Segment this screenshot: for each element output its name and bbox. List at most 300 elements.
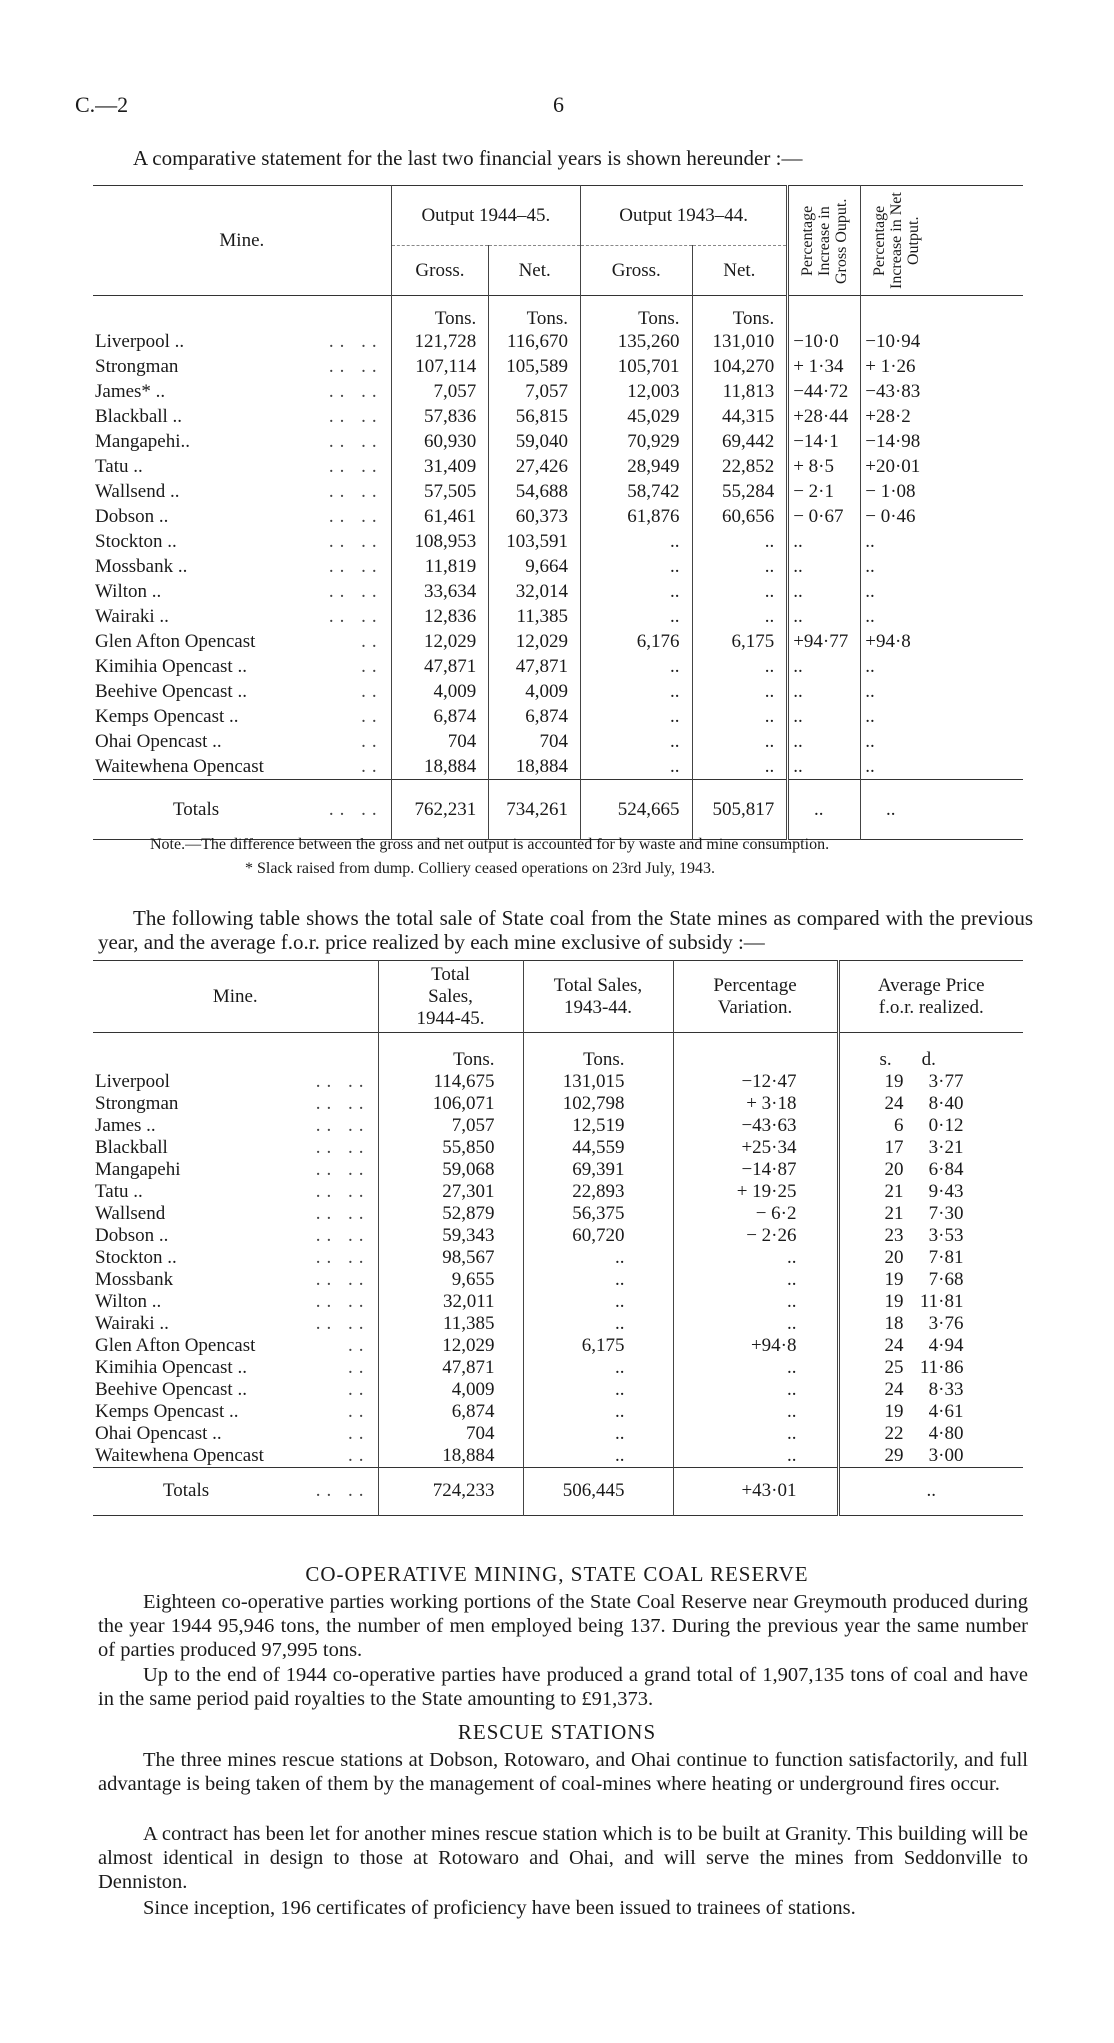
cell-a-gross: 6,874 <box>391 705 489 730</box>
price-d: 7·81 <box>928 1246 964 1268</box>
cell-pn: .. <box>861 580 933 605</box>
mine-name: Mossbank <box>95 1268 174 1290</box>
cell-pn: .. <box>861 605 933 630</box>
cell-a-gross: 12,029 <box>391 630 489 655</box>
mine-cell <box>93 505 391 530</box>
mine-cell <box>93 405 391 430</box>
cell-b-gross: 70,929 <box>581 430 692 455</box>
cell-price <box>838 1159 1023 1181</box>
price-s: 19 <box>884 1400 904 1422</box>
cell-price <box>838 1379 1023 1401</box>
cell-pg: .. <box>788 680 861 705</box>
price-d: 8·33 <box>928 1378 964 1400</box>
price-d: 11·81 <box>919 1290 964 1312</box>
leader-dots: .. .. <box>315 1136 370 1158</box>
cell-a-gross: 12,836 <box>391 605 489 630</box>
cell-b-net: .. <box>692 530 788 555</box>
cell-b-net: 60,656 <box>692 505 788 530</box>
table-row <box>93 530 1023 555</box>
cell-b-gross: 45,029 <box>581 405 692 430</box>
cell-pn: −10·94 <box>861 330 933 355</box>
mine-name: Wilton .. <box>95 1290 162 1312</box>
cell-a-gross: 121,728 <box>391 330 489 355</box>
output-1944-header: Output 1944–45. <box>391 186 580 246</box>
mine-name: Kimihia Opencast .. <box>95 1356 247 1378</box>
table-row <box>93 1335 1023 1357</box>
cell-pn: −14·98 <box>861 430 933 455</box>
price-s: 23 <box>884 1224 904 1246</box>
cell-price <box>838 1291 1023 1313</box>
total-a-net: 734,261 <box>489 780 581 840</box>
leader-dots: .. .. <box>315 1092 370 1114</box>
mine-cell <box>93 1379 378 1401</box>
cell-price <box>838 1357 1023 1379</box>
mine-cell <box>93 1335 378 1357</box>
cell-a-gross: 108,953 <box>391 530 489 555</box>
table-row <box>93 1115 1023 1137</box>
unit-tons: Tons. <box>692 296 788 330</box>
table-row <box>93 705 1023 730</box>
leader-dots: .. .. <box>315 1158 370 1180</box>
cell-a-net: 54,688 <box>489 480 581 505</box>
table-row <box>93 680 1023 705</box>
cell-sales-a: 7,057 <box>378 1115 523 1137</box>
leader-dots: .. <box>348 1378 370 1400</box>
cell-sales-a: 18,884 <box>378 1445 523 1468</box>
leader-dots: .. <box>348 1356 370 1378</box>
mine-cell <box>93 530 391 555</box>
price-d: 7·68 <box>928 1268 964 1290</box>
mine-name: James .. <box>95 1114 156 1136</box>
mine-cell <box>93 1093 378 1115</box>
table-row <box>93 480 1023 505</box>
mine-name: Dobson .. <box>95 506 169 527</box>
cell-a-gross: 18,884 <box>391 755 489 780</box>
price-s: 18 <box>884 1312 904 1334</box>
price-s: 20 <box>884 1246 904 1268</box>
mine-name: Waitewhena Opencast <box>95 755 264 777</box>
cell-b-net: 44,315 <box>692 405 788 430</box>
table-row <box>93 1247 1023 1269</box>
total-sales-b: 506,445 <box>523 1467 673 1515</box>
mine-name: Kemps Opencast .. <box>95 706 239 727</box>
table-row <box>93 555 1023 580</box>
mine-cell <box>93 755 391 780</box>
mine-cell <box>93 430 391 455</box>
cell-pn: +28·2 <box>861 405 933 430</box>
mine-name: James* .. <box>95 381 166 402</box>
cell-sales-b: 6,175 <box>523 1335 673 1357</box>
mine-cell <box>93 555 391 580</box>
cell-b-gross: .. <box>581 680 692 705</box>
cell-pct: +94·8 <box>673 1335 838 1357</box>
cell-pct: .. <box>673 1401 838 1423</box>
cell-price <box>838 1247 1023 1269</box>
table-row <box>93 1357 1023 1379</box>
net-header-a: Net. <box>489 246 581 296</box>
cell-b-gross: 28,949 <box>581 455 692 480</box>
col-mine-header: Mine. <box>212 985 258 1007</box>
mine-name: Strongman <box>95 356 179 377</box>
cell-a-gross: 60,930 <box>391 430 489 455</box>
cell-a-net: 59,040 <box>489 430 581 455</box>
page-number: 6 <box>553 92 564 117</box>
cell-pg: .. <box>788 755 861 780</box>
cell-a-gross: 33,634 <box>391 580 489 605</box>
mine-name: Mangapehi.. <box>95 431 190 452</box>
cell-sales-a: 55,850 <box>378 1137 523 1159</box>
leader-dots: .. .. <box>328 506 383 527</box>
table-row <box>93 1159 1023 1181</box>
cell-pg: +94·77 <box>788 630 861 655</box>
price-s: 21 <box>884 1180 904 1202</box>
table-row <box>93 405 1023 430</box>
cell-price <box>838 1115 1023 1137</box>
price-s: 24 <box>884 1378 904 1400</box>
cell-pn: .. <box>861 530 933 555</box>
table-row <box>93 1093 1023 1115</box>
mine-name: Beehive Opencast .. <box>95 681 247 702</box>
cell-pn: − 1·08 <box>861 480 933 505</box>
leader-dots: .. .. <box>328 381 383 402</box>
mine-name: Wairaki .. <box>95 606 169 627</box>
leader-dots: .. <box>361 706 383 727</box>
table-row <box>93 580 1023 605</box>
cell-pg: .. <box>788 705 861 730</box>
cell-sales-a: 12,029 <box>378 1335 523 1357</box>
cell-pg: .. <box>788 655 861 680</box>
sales-1944-header: Total Sales, 1944-45. <box>378 961 523 1033</box>
cell-pg: −44·72 <box>788 380 861 405</box>
cell-sales-b: 22,893 <box>523 1181 673 1203</box>
mine-name: Liverpool <box>95 1070 170 1092</box>
cell-a-net: 7,057 <box>489 380 581 405</box>
cell-pn: .. <box>861 730 933 755</box>
mine-cell <box>93 1137 378 1159</box>
cell-a-gross: 107,114 <box>391 355 489 380</box>
cell-a-net: 18,884 <box>489 755 581 780</box>
mine-cell <box>93 1313 378 1335</box>
price-s: 29 <box>884 1444 904 1466</box>
price-s: 17 <box>884 1136 904 1158</box>
cell-pct: .. <box>673 1445 838 1468</box>
mine-name: Ohai Opencast .. <box>95 731 222 752</box>
cell-pg: +28·44 <box>788 405 861 430</box>
cell-sales-b: 131,015 <box>523 1071 673 1093</box>
cell-b-net: 55,284 <box>692 480 788 505</box>
table2-intro: The following table shows the total sale of State coal from the State mines as compared with the previous year, and the average f.o.r. price realized by each mine exclusive of subsidy :— <box>98 906 1033 954</box>
cell-pg: − 0·67 <box>788 505 861 530</box>
unit-tons: Tons. <box>581 296 692 330</box>
mine-name: Tatu .. <box>95 456 143 477</box>
mine-name: Wairaki .. <box>95 1312 169 1334</box>
price-units: s. d. <box>838 1033 1023 1071</box>
table1-intro: A comparative statement for the last two financial years is shown hereunder :— <box>133 146 803 170</box>
mine-cell <box>93 1401 378 1423</box>
cell-b-gross: .. <box>581 605 692 630</box>
mine-name: Liverpool .. <box>95 331 185 352</box>
cell-b-net: 69,442 <box>692 430 788 455</box>
leader-dots: .. .. <box>328 606 383 627</box>
cell-sales-b: 44,559 <box>523 1137 673 1159</box>
mine-name: Mossbank .. <box>95 556 188 577</box>
mine-name: Blackball .. <box>95 406 183 427</box>
cell-pct: + 3·18 <box>673 1093 838 1115</box>
mine-name: Ohai Opencast .. <box>95 1422 222 1444</box>
price-d: 7·30 <box>928 1202 964 1224</box>
gross-header-a: Gross. <box>391 246 489 296</box>
cooperative-mining-title: CO-OPERATIVE MINING, STATE COAL RESERVE <box>305 1562 809 1586</box>
cell-price <box>838 1181 1023 1203</box>
price-s: 22 <box>884 1422 904 1444</box>
mine-cell <box>93 605 391 630</box>
table-row <box>93 1225 1023 1247</box>
table-row <box>93 1423 1023 1445</box>
cell-pn: + 1·26 <box>861 355 933 380</box>
cell-a-net: 105,589 <box>489 355 581 380</box>
cell-b-net: .. <box>692 755 788 780</box>
mine-cell <box>93 1071 378 1093</box>
cell-pct: .. <box>673 1313 838 1335</box>
mine-name: Dobson .. <box>95 1224 169 1246</box>
total-pg: .. <box>788 780 861 840</box>
cell-a-net: 704 <box>489 730 581 755</box>
cell-b-net: .. <box>692 655 788 680</box>
pct-gross-header: Percentage Increase in Gross Ouput. <box>788 186 861 296</box>
mine-cell <box>93 380 391 405</box>
price-s: 20 <box>884 1158 904 1180</box>
cell-pg: −14·1 <box>788 430 861 455</box>
cell-pg: .. <box>788 605 861 630</box>
cell-pg: .. <box>788 580 861 605</box>
leader-dots: .. .. <box>315 1114 370 1136</box>
price-d: 3·00 <box>928 1444 964 1466</box>
cell-sales-b: .. <box>523 1379 673 1401</box>
table-row <box>93 455 1023 480</box>
leader-dots: .. .. <box>315 1224 370 1246</box>
cell-pg: .. <box>788 530 861 555</box>
table-row <box>93 1291 1023 1313</box>
net-header-b: Net. <box>692 246 788 296</box>
cell-a-gross: 4,009 <box>391 680 489 705</box>
cell-price <box>838 1203 1023 1225</box>
cell-pct: .. <box>673 1379 838 1401</box>
sales-comparison-table <box>93 960 1023 1516</box>
table-row <box>93 505 1023 530</box>
cell-sales-a: 47,871 <box>378 1357 523 1379</box>
mine-cell <box>93 680 391 705</box>
cell-price <box>838 1423 1023 1445</box>
cell-price <box>838 1445 1023 1468</box>
leader-dots: .. .. <box>315 1480 370 1501</box>
leader-dots: .. .. <box>328 556 383 577</box>
mine-cell <box>93 730 391 755</box>
table-row <box>93 1269 1023 1291</box>
cell-b-gross: 105,701 <box>581 355 692 380</box>
total-pct: +43·01 <box>673 1467 838 1515</box>
table-row <box>93 380 1023 405</box>
cell-b-net: 131,010 <box>692 330 788 355</box>
table-row <box>93 430 1023 455</box>
price-d: 4·61 <box>928 1400 964 1422</box>
cell-pg: + 1·34 <box>788 355 861 380</box>
cell-sales-b: 12,519 <box>523 1115 673 1137</box>
table1-footnote: * Slack raised from dump. Colliery ceased operations on 23rd July, 1943. <box>245 860 715 877</box>
mine-name: Stockton .. <box>95 531 177 552</box>
cell-b-gross: .. <box>581 755 692 780</box>
leader-dots: .. .. <box>328 581 383 602</box>
price-d: 8·40 <box>928 1092 964 1114</box>
cell-pg: .. <box>788 730 861 755</box>
cell-pct: −43·63 <box>673 1115 838 1137</box>
mine-name: Glen Afton Opencast <box>95 1334 256 1356</box>
cell-a-gross: 31,409 <box>391 455 489 480</box>
cell-b-net: 11,813 <box>692 380 788 405</box>
cell-b-net: 22,852 <box>692 455 788 480</box>
price-d: 6·84 <box>928 1158 964 1180</box>
cell-pct: .. <box>673 1423 838 1445</box>
gross-header-b: Gross. <box>581 246 692 296</box>
cell-sales-b: .. <box>523 1445 673 1468</box>
cell-sales-a: 27,301 <box>378 1181 523 1203</box>
table-row <box>93 1071 1023 1093</box>
price-s: 24 <box>884 1334 904 1356</box>
cell-price <box>838 1401 1023 1423</box>
cell-sales-b: .. <box>523 1401 673 1423</box>
cell-b-gross: 135,260 <box>581 330 692 355</box>
cell-b-net: .. <box>692 730 788 755</box>
cell-b-gross: 58,742 <box>581 480 692 505</box>
cell-b-gross: .. <box>581 555 692 580</box>
mine-cell <box>93 1115 378 1137</box>
leader-dots: .. .. <box>315 1202 370 1224</box>
mine-name: Mangapehi <box>95 1158 181 1180</box>
leader-dots: .. <box>361 755 383 777</box>
leader-dots: .. .. <box>328 798 383 820</box>
cell-b-net: .. <box>692 705 788 730</box>
cell-b-net: .. <box>692 605 788 630</box>
price-s: 25 <box>884 1356 904 1378</box>
total-b-gross: 524,665 <box>581 780 692 840</box>
cell-pct: −14·87 <box>673 1159 838 1181</box>
cell-sales-a: 11,385 <box>378 1313 523 1335</box>
leader-dots: .. .. <box>315 1268 370 1290</box>
cell-pct: .. <box>673 1269 838 1291</box>
cell-a-gross: 61,461 <box>391 505 489 530</box>
pct-variation-header: Percentage Variation. <box>673 961 838 1033</box>
table-row <box>93 1137 1023 1159</box>
leader-dots: .. <box>348 1444 370 1466</box>
price-s: 21 <box>884 1202 904 1224</box>
cell-b-gross: .. <box>581 530 692 555</box>
table-row <box>93 630 1023 655</box>
cell-a-gross: 57,836 <box>391 405 489 430</box>
unit-tons: Tons. <box>391 296 489 330</box>
table-row <box>93 1379 1023 1401</box>
cell-pct: − 6·2 <box>673 1203 838 1225</box>
cell-sales-a: 106,071 <box>378 1093 523 1115</box>
cell-sales-a: 704 <box>378 1423 523 1445</box>
output-1943-header: Output 1943–44. <box>581 186 788 246</box>
cell-b-net: .. <box>692 680 788 705</box>
cell-pct: .. <box>673 1357 838 1379</box>
avg-price-header: Average Price f.o.r. realized. <box>838 961 1023 1033</box>
totals-row <box>93 780 1023 840</box>
mine-cell <box>93 1203 378 1225</box>
rescue-para-1: The three mines rescue stations at Dobson, Rotowaro, and Ohai continue to function satisfactorily, and full advantage is being taken of them by the management of coal-mines where heating or underground fires occur. <box>98 1749 1028 1795</box>
mine-cell <box>93 1269 378 1291</box>
table-row <box>93 730 1023 755</box>
cell-pg: − 2·1 <box>788 480 861 505</box>
mine-cell <box>93 1445 378 1468</box>
cell-b-net: .. <box>692 580 788 605</box>
mine-cell <box>93 1181 378 1203</box>
cell-b-gross: 12,003 <box>581 380 692 405</box>
cell-sales-b: .. <box>523 1269 673 1291</box>
cell-sales-b: 69,391 <box>523 1159 673 1181</box>
mine-cell <box>93 455 391 480</box>
price-d: 3·76 <box>928 1312 964 1334</box>
total-pn: .. <box>861 780 933 840</box>
mine-cell <box>93 1159 378 1181</box>
sales-1943-header: Total Sales, 1943-44. <box>523 961 673 1033</box>
price-s: 19 <box>884 1070 904 1092</box>
cell-b-gross: 61,876 <box>581 505 692 530</box>
cell-a-net: 47,871 <box>489 655 581 680</box>
mine-cell <box>93 580 391 605</box>
totals-label: Totals <box>173 798 220 820</box>
cell-sales-a: 6,874 <box>378 1401 523 1423</box>
cell-price <box>838 1137 1023 1159</box>
table-row <box>93 1401 1023 1423</box>
cell-a-net: 32,014 <box>489 580 581 605</box>
table-row <box>93 1203 1023 1225</box>
cell-pg: −10·0 <box>788 330 861 355</box>
cell-a-gross: 7,057 <box>391 380 489 405</box>
mine-name: Wilton .. <box>95 581 162 602</box>
cooperative-para-1: Eighteen co-operative parties working portions of the State Coal Reserve near Greymouth produced during the year 1944 95,946 tons, the number of men employed being 137. During the previous year the same number of parties produced 97,995 tons. <box>98 1591 1028 1661</box>
cell-b-net: 6,175 <box>692 630 788 655</box>
cell-pn: +94·8 <box>861 630 933 655</box>
leader-dots: .. <box>348 1400 370 1422</box>
leader-dots: .. <box>361 681 383 702</box>
cell-sales-a: 59,343 <box>378 1225 523 1247</box>
rescue-para-3: Since inception, 196 certificates of proficiency have been issued to trainees of stations. <box>143 1897 856 1919</box>
mine-name: Beehive Opencast .. <box>95 1378 247 1400</box>
total-b-net: 505,817 <box>692 780 788 840</box>
leader-dots: .. .. <box>328 356 383 377</box>
table-row <box>93 755 1023 780</box>
page-ref: C.—2 <box>75 92 129 117</box>
cell-a-net: 56,815 <box>489 405 581 430</box>
cell-pct: .. <box>673 1247 838 1269</box>
cell-pn: .. <box>861 755 933 780</box>
cell-sales-a: 98,567 <box>378 1247 523 1269</box>
table-row <box>93 355 1023 380</box>
mine-cell <box>93 330 391 355</box>
mine-name: Stockton .. <box>95 1246 177 1268</box>
cell-sales-a: 32,011 <box>378 1291 523 1313</box>
mine-name: Waitewhena Opencast <box>95 1444 264 1466</box>
cell-pct: + 19·25 <box>673 1181 838 1203</box>
cell-price <box>838 1071 1023 1093</box>
cell-sales-a: 52,879 <box>378 1203 523 1225</box>
cell-sales-b: 60,720 <box>523 1225 673 1247</box>
mine-name: Strongman <box>95 1092 179 1114</box>
table-row <box>93 605 1023 630</box>
cell-b-gross: .. <box>581 580 692 605</box>
leader-dots: .. .. <box>315 1180 370 1202</box>
